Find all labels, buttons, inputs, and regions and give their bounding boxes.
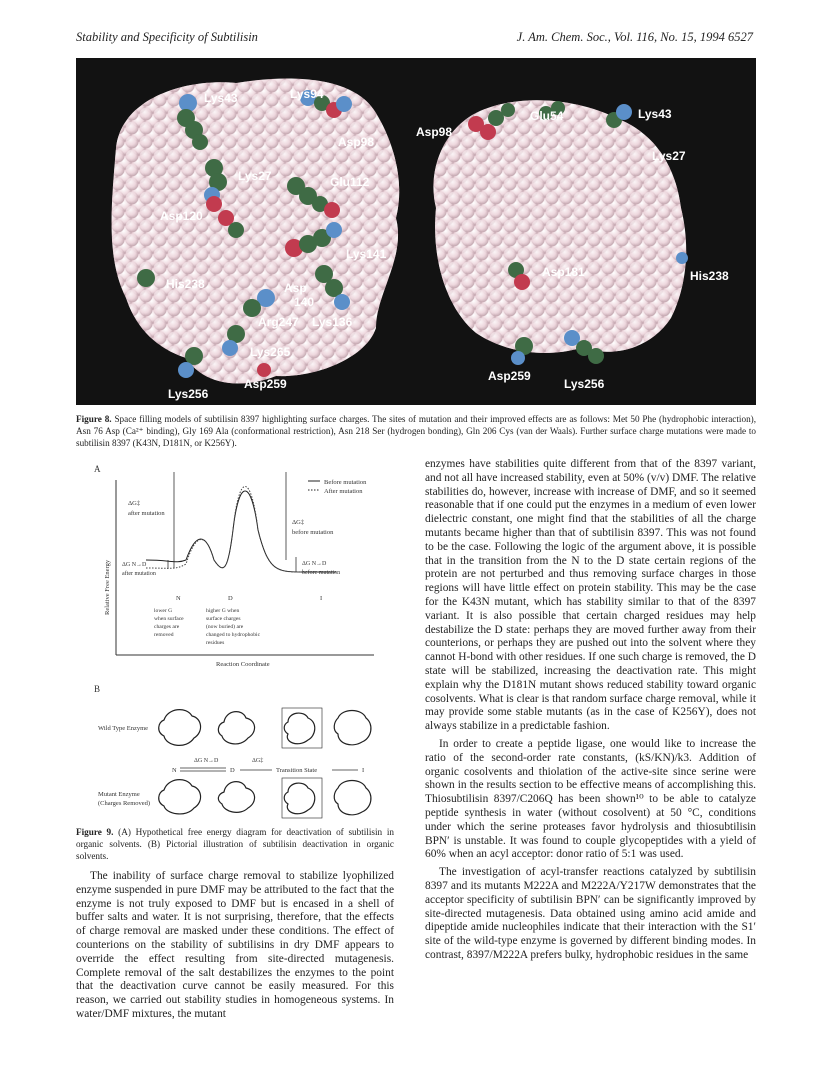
mutant-shapes xyxy=(159,778,371,818)
dg-before-label: ΔG‡ xyxy=(292,519,305,526)
left-molecule xyxy=(112,78,400,383)
label-lys256-left: Lys256 xyxy=(168,387,209,401)
right-molecule xyxy=(433,100,688,365)
label-140: 140 xyxy=(294,295,315,309)
label-lys27-left: Lys27 xyxy=(238,169,272,183)
figure-8-caption xyxy=(76,413,756,450)
header-journal-title: Stability and Specificity of Subtilisin xyxy=(76,30,258,44)
dgnd-after-sub: after mutation xyxy=(122,571,156,577)
label-glu112: Glu112 xyxy=(330,175,370,189)
label-lys141: Lys141 xyxy=(346,247,387,261)
curve-after-mutation xyxy=(146,487,301,573)
right-paragraph-1: enzymes have stabilities quite different from that of the 8397 variant, and not all have increased stability, even at 50% (v/v) DMF. The relative stabilities do, however, increase with increase of DMF, and so it seemed reasonable that if one could put the enzymes in a medium of even lower dielectric constant, one might find that the stabilities of all the charge mutants became higher than that of subtilisin 8397. This was not found to be the case. Following the logic of the argument above, it is possible that in the transition from the N to the D state certain regions of the protein are not perturbed and thus removing surface charges in those regions will have little effect on protein stability. This may be the case for the K43N mutant, which has stability similar to that of the 8397 variant. It is also possible that certain charged residues may help destabilize the D state: perhaps they are moved further away from their counterions, or perhaps they are pushed out into the solvent where they cannot H-bond with other residues. If one such charge is removed, the D state will be stabilized, increasing the deactivation rate. This might explain why the D181N mutant shows reduced stability toward organic cosolvents. What is clear is that random surface charge removal, while it may provide some stable mutants (as in the case of K256Y), does not always stabilize in a predictable fashion. xyxy=(425,458,756,733)
dgnd-before-label: ΔG N→D xyxy=(302,561,327,567)
label-lys256-right: Lys256 xyxy=(564,377,605,391)
label-asp: Asp xyxy=(284,281,307,295)
label-asp181: Asp181 xyxy=(542,265,585,279)
dg-before-sub: before mutation xyxy=(292,529,334,536)
note-d-2: surface charges xyxy=(206,616,241,622)
label-asp120: Asp120 xyxy=(160,209,203,223)
label-lys265: Lys265 xyxy=(250,345,291,359)
scheme-d: D xyxy=(230,767,235,774)
figure-9-label: Figure 9. xyxy=(76,827,114,837)
dg-after-label: ΔG‡ xyxy=(128,500,141,507)
figure-9 xyxy=(76,460,396,825)
x-axis-label: Reaction Coordinate xyxy=(216,661,270,668)
dg-after-sub: after mutation xyxy=(128,510,165,517)
note-n-1: lower G xyxy=(154,608,173,614)
protein-models xyxy=(76,58,756,405)
right-paragraph-3: The investigation of acyl-transfer reactions catalyzed by subtilisin 8397 and its mutants M222A and M222A/Y217W demonstrates that the acceptor specificity of subtilisin BPN′ can be significantly improved by site-directed mutagenesis. Data obtained using amino acid amide and dipeptide amide nucleophiles indicate that their interaction with the S1′ site of the wild-type enzyme is governed by different binding modes. In contrast, 8397/M222A prefers bulky, hydrophobic residues in the same xyxy=(425,866,756,961)
note-d-3: (now buried) are xyxy=(206,624,244,630)
figure-9-caption-text: (A) Hypothetical free energy diagram for deactivation of subtilisin in organic solvents. (B) Pictorial illustration of subtilisin deactivation in organic solvents. xyxy=(76,827,394,862)
figure-9-diagram xyxy=(76,460,396,825)
dgnd-before-sub: before mutation xyxy=(302,570,341,576)
mutant-label-2: (Charges Removed) xyxy=(98,800,151,807)
note-n-3: charges are xyxy=(154,624,180,630)
scheme-dg: ΔG‡ xyxy=(252,758,264,764)
label-asp259-left: Asp259 xyxy=(244,377,287,391)
label-asp98-left: Asp98 xyxy=(338,135,375,149)
legend-before: Before mutation xyxy=(324,479,367,486)
note-d-4: changed to hydrophobic xyxy=(206,632,261,638)
label-glu54: Glu54 xyxy=(530,109,564,123)
label-lys27-right: Lys27 xyxy=(652,149,686,163)
label-asp259-right: Asp259 xyxy=(488,369,531,383)
left-paragraph-1: The inability of surface charge removal to stabilize lyophilized enzyme suspended in pure DMF may be attributed to the fact that the enzyme is not truly exposed to DMF but is encased in a shell of buffer salts and water. It is not surprising, therefore, that the effects of charge removal are masked under these conditions. The effect of counterions on the stability of subtilisins in dry DMF appears to override the effect resulting from site-directed mutagenesis. Complete removal of the salt destabilizes the enzymes to the point that the deactivation curve cannot be easily measured. For this reason, we carried out stability studies in homogeneous systems. In water/DMF mixtures, the mutant xyxy=(76,870,394,1020)
note-d-1: higher G when xyxy=(206,608,240,614)
right-paragraph-2: In order to create a peptide ligase, one would like to increase the ratio of the second-order rate constants, (kS/KN)/k3. Addition of organic cosolvents and thiolation of the active-site since serine were shown in the results section to be effective means of accomplishing this. Thiosubtilisin 8397/C206Q has been shown¹⁰ to be able to catalyze peptide synthesis in water (without cosolvent) at 50 °C, conditions under which the serine proteases favor hydrolysis and thiosubtilisin BPN′ is unstable. It was found to couple glycopeptides with a yield of 60% when an acyl acceptor: donor ratio of 5:1 was used. xyxy=(425,737,756,861)
scheme-dg-nd: ΔG N→D xyxy=(194,758,219,764)
panel-b-label: B xyxy=(94,684,101,694)
running-header xyxy=(76,30,753,48)
label-lys136: Lys136 xyxy=(312,315,353,329)
figure-8-image xyxy=(76,58,756,405)
mutant-label-1: Mutant Enzyme xyxy=(98,791,140,798)
note-n-4: removed xyxy=(154,632,174,638)
label-lys94: Lys94 xyxy=(290,87,324,101)
wild-type-label: Wild Type Enzyme xyxy=(98,725,149,732)
note-n-2: when surface xyxy=(154,616,184,622)
state-d: D xyxy=(228,595,233,602)
label-his238-left: His238 xyxy=(166,277,205,291)
figure-8-label: Figure 8. xyxy=(76,414,112,424)
note-d-5: residues xyxy=(206,640,225,646)
figure-9-caption xyxy=(76,826,394,863)
scheme-transition-state: Transition State xyxy=(276,767,318,774)
figure-8-caption-text: Space filling models of subtilisin 8397 highlighting surface charges. The sites of mutation and their improved effects are as follows: Met 50 Phe (hydrophobic interaction), Asn 76 Asp (Ca²⁺ binding), Gly 169 Ala (conformational restriction), Asn 218 Ser (hydrogen bonding), Gln 206 Cys (van der Waals). Further surface charge mutations were made to subtilisin 8397 (K43N, D181N, or K256Y). xyxy=(76,414,757,449)
state-n: N xyxy=(176,595,181,602)
scheme-n: N xyxy=(172,767,177,774)
legend-after: After mutation xyxy=(324,488,363,495)
y-axis-label: Relative Free Energy xyxy=(104,559,111,615)
label-his238-right: His238 xyxy=(690,269,729,283)
scheme-i: I xyxy=(362,767,365,774)
right-column-text xyxy=(425,458,756,967)
label-arg247: Arg247 xyxy=(258,315,299,329)
header-citation: J. Am. Chem. Soc., Vol. 116, No. 15, 1994 6527 xyxy=(516,30,753,44)
wild-type-shapes xyxy=(159,708,371,748)
label-lys43-left: Lys43 xyxy=(204,91,238,105)
dgnd-after-label: ΔG N→D xyxy=(122,562,147,568)
state-i: I xyxy=(320,595,323,602)
panel-a-label: A xyxy=(94,464,101,474)
left-column-text xyxy=(76,870,394,1026)
label-lys43-right: Lys43 xyxy=(638,107,672,121)
label-asp98-right: Asp98 xyxy=(416,125,453,139)
